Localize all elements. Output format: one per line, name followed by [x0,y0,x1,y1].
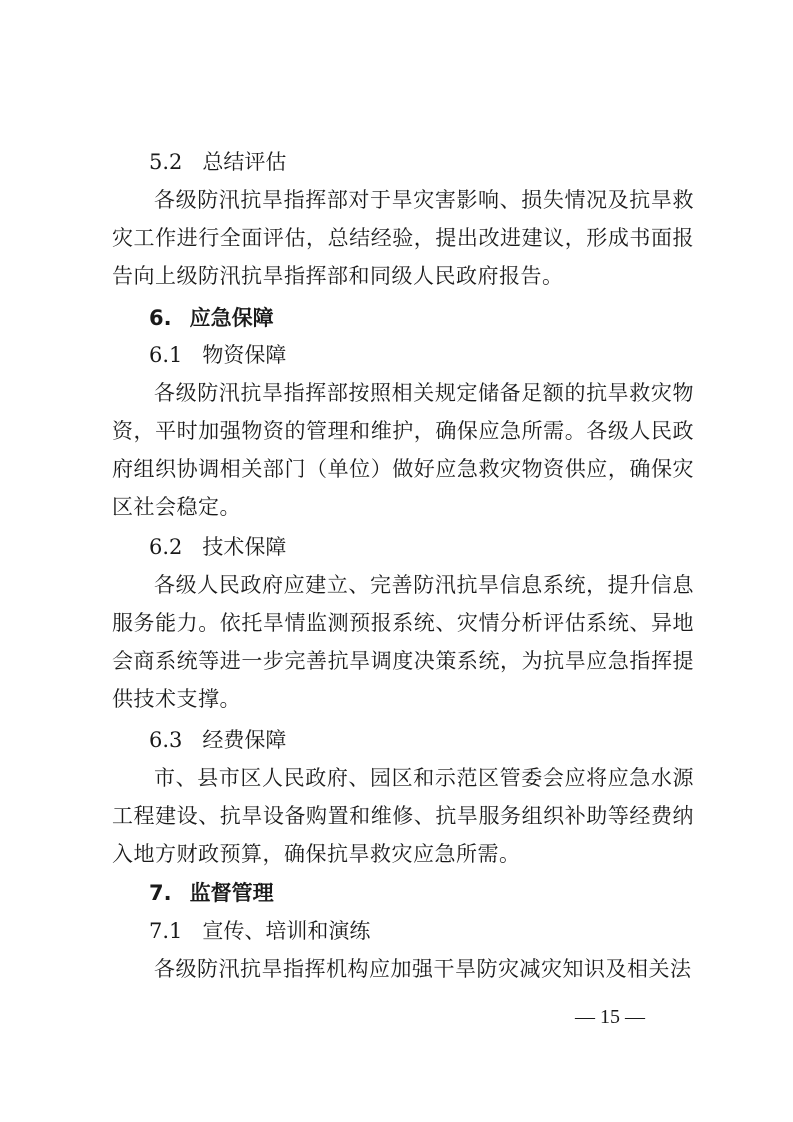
section-number: 7. [149,881,172,905]
paragraph-5-2: 各级防汛抗旱指挥部对于旱灾害影响、损失情况及抗旱救灾工作进行全面评估，总结经验，提出改进建议，形成书面报告向上级防汛抗旱指挥部和同级人民政府报告。 [112,188,694,288]
section-number: 6. [149,306,172,330]
section-6-heading [112,302,694,334]
section-title: 监督管理 [189,881,274,905]
section-title: 总结评估 [202,150,287,174]
section-title: 物资保障 [202,343,287,367]
section-number: 7.1 [149,919,183,943]
page-number: — 15 — [575,1006,645,1028]
paragraph-6-2: 各级人民政府应建立、完善防汛抗旱信息系统，提升信息服务能力。依托旱情监测预报系统、灾情分析评估系统、异地会商系统等进一步完善抗旱调度决策系统，为抗旱应急指挥提供技术支撑。 [112,573,694,711]
section-7-1-heading [112,915,694,947]
section-7-heading [112,877,694,909]
section-5-2-heading [112,146,694,178]
section-number: 6.2 [149,535,183,559]
section-title: 应急保障 [189,306,274,330]
section-title: 宣传、培训和演练 [202,919,371,943]
section-number: 6.1 [149,343,183,367]
section-title: 技术保障 [202,535,287,559]
section-6-1-heading [112,339,694,371]
paragraph-7-1: 各级防汛抗旱指挥机构应加强干旱防灾减灾知识及相关法 [154,957,692,981]
section-number: 6.3 [149,728,183,752]
section-number: 5.2 [149,150,183,174]
paragraph-6-3: 市、县市区人民政府、园区和示范区管委会应将应急水源工程建设、抗旱设备购置和维修、抗旱服务组织补助等经费纳入地方财政预算，确保抗旱救灾应急所需。 [112,766,694,866]
section-6-2-heading [112,531,694,563]
paragraph-6-1: 各级防汛抗旱指挥部按照相关规定储备足额的抗旱救灾物资，平时加强物资的管理和维护，确保应急所需。各级人民政府组织协调相关部门（单位）做好应急救灾物资供应，确保灾区社会稳定。 [112,381,694,519]
section-title: 经费保障 [202,728,287,752]
section-6-3-heading [112,724,694,756]
